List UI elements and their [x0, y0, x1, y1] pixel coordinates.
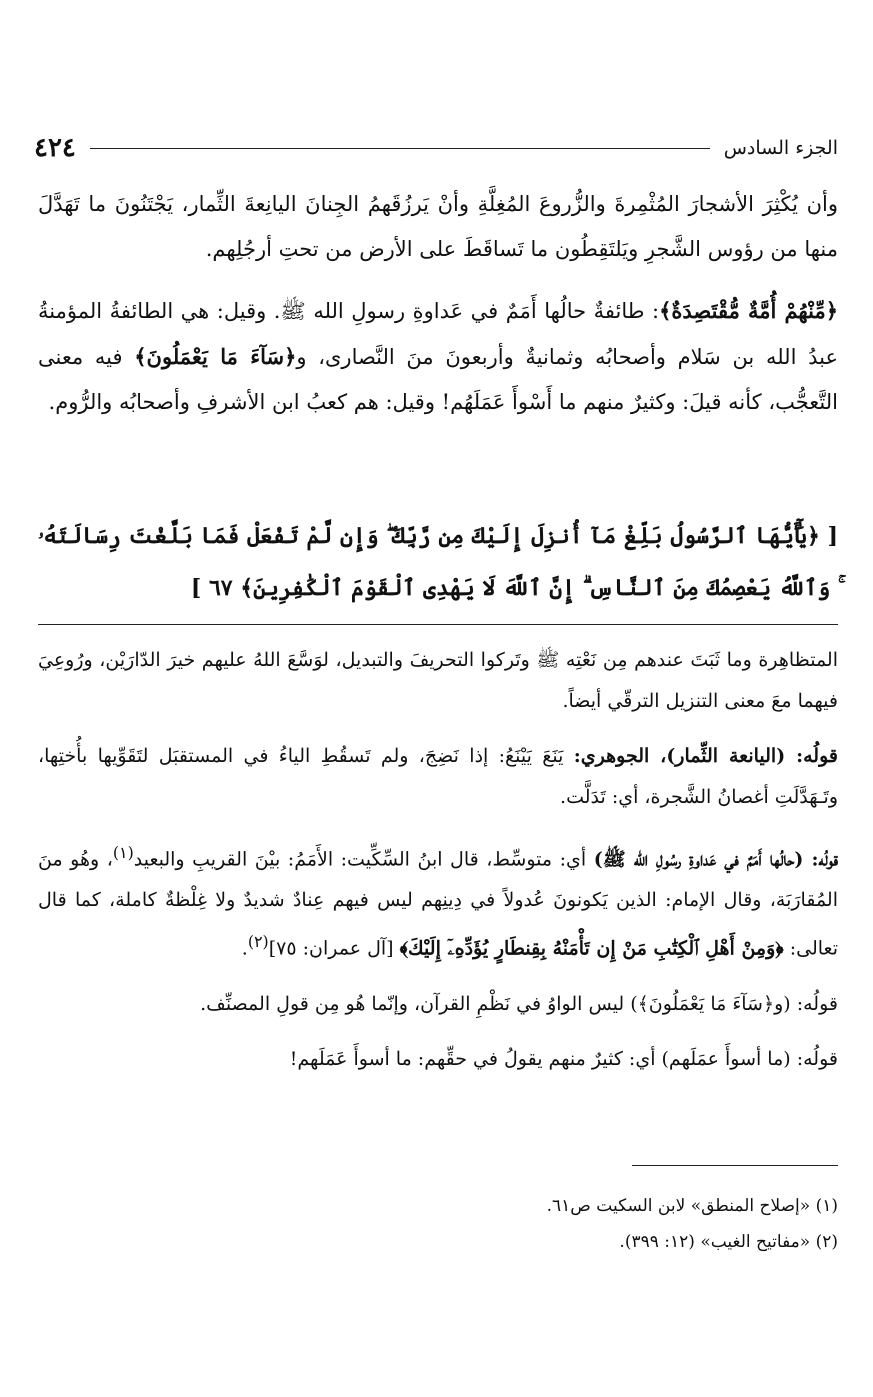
- sentence-end: .: [241, 937, 248, 960]
- commentary-paragraph-1: المتظاهِرة وما ثَبَتَ عندهم مِن نَعْتِه ﷺ وتَركوا التحريفَ والتبديل، لوَسَّعَ اللهُ عليهم خيرَ الدّارَيْن، ورُوعِيَ فيهما معَ معنى التنزيل الترقّي أيضاً.: [38, 649, 838, 712]
- paragraph-text: فيه معنى التَّعجُّب، كأنه قيلَ: وكثيرٌ منهم ما أَسْوأَ عَمَلَهُم! وقيل: هم كعبُ ابن الأشرفِ وأصحابُه والرُّوم.: [38, 345, 838, 414]
- main-paragraph-1: وأن يُكْثِرَ الأشجارَ المُثْمِرةَ والزُّروعَ المُغِلَّةِ وأنْ يَرزُقَهمُ الجِنانَ اليانِعةَ الثِّمار، يَجْتَنُونَ ما تَهَدَّلَ منها من رؤوس الشَّجرِ ويَلتَقِطُون ما تَساقَطَ على الأرض من تحتِ أرجُلِهم.: [38, 192, 838, 261]
- commentary-label: قولُه: (اليانعة الثِّمار)، الجوهري:: [573, 745, 838, 767]
- commentary-label: قولُه: (حالُها أَمَمٌ في عَداوةِ رسُولِ الله ﷺ): [593, 848, 838, 871]
- commentary-body: يَنَعَ يَيْنَعُ: إذا نَضِجَ، ولم تَسقُطِ الياءُ في المستقبَل لتَقَوِّيها بأُختِها، وتَـهَدَّلَتِ أغصانُ الشَّجرة، أي: تَدَلَّت.: [38, 745, 838, 808]
- commentary-text: [38, 640, 838, 1094]
- running-header: [34, 128, 838, 168]
- quran-quote: ﴿وَمِنْ أَهْلِ ٱلْكِتَٰبِ مَنْ إِن تَأْمَنْهُ بِقِنطَارٍ يُؤَدِّهِۦٓ إِلَيْكَ﴾: [399, 937, 784, 960]
- footnote-1: (١) «إصلاح المنطق» لابن السكيت ص٦١.: [546, 1196, 838, 1216]
- footnote-marker-1: (١): [112, 843, 134, 862]
- section-divider: [38, 624, 838, 625]
- footnote-2: (٢) «مفاتيح الغيب» (١٢: ٣٩٩).: [619, 1232, 838, 1252]
- part-title: الجزء السادس: [723, 137, 838, 159]
- quran-quote: ﴿سَآءَ مَا يَعْمَلُونَ﴾: [134, 344, 297, 369]
- footnotes: [38, 1188, 838, 1260]
- quran-quote: ﴿مِّنْهُمْ أُمَّةٌ مُّقْتَصِدَةٌ﴾: [659, 298, 839, 323]
- commentary-body: أي: متوسِّط، قال ابنُ السِّكِّيت: الأَمَمُ: بيْنَ القريبِ والبعيد: [133, 848, 594, 871]
- footnote-rule: [632, 1165, 838, 1166]
- main-text: [38, 182, 838, 441]
- commentary-paragraph-5: قولُه: (ما أسوأَ عمَلَهم) أي: كثيرٌ منهم يقولُ في حقِّهم: ما أسوأَ عَمَلَهم!: [289, 1047, 838, 1070]
- paragraph-text: : طائفةٌ حالُها أَمَمٌ في عَداوةِ رسولِ الله ﷺ. وقيل: هي الطائفةُ المؤمنةُ عبدُ الله بن سَلام وأصحابُه وثمانيةٌ وأربعونَ منَ النَّصارى، و: [38, 299, 838, 369]
- quran-verse-block: [ ﴿يَٰٓأَيُّهَا ٱلرَّسُولُ بَلِّغْ مَآ أُنزِلَ إِلَيْكَ مِن رَّبِّكَ ۖ وَإِن لَّمْ تَفْعَلْ فَمَا بَلَّغْتَ رِسَالَتَهُۥ ۚ وَٱللَّهُ يَعْصِمُكَ مِنَ ٱلنَّاسِ ۗ إِنَّ ٱللَّهَ لَا يَهْدِى ٱلْقَوْمَ ٱلْكَٰفِرِينَ﴾ ٦٧ ]: [38, 523, 838, 601]
- commentary-body: ، وهُو منَ المُقارَبَة، وقال الإمام: الذين يَكونونَ عُدولاً في دِينِهم ليس فيهم عِنادٌ شديدٌ ولا غِلْظةٌ كاملة، كما قال تعالى:: [38, 848, 838, 960]
- commentary-paragraph-4: قولُه: (و﴿سَآءَ مَا يَعْمَلُونَ﴾) ليس الواوُ في نَظْمِ القرآن، وإنّما هُو مِن قولِ المصنِّف.: [200, 992, 838, 1015]
- citation: [آل عمران: ٧٥]: [268, 937, 400, 960]
- commentary-paragraph-3: [38, 832, 838, 970]
- commentary-paragraph-2: [38, 736, 838, 818]
- footnote-marker-2: (٢): [247, 932, 269, 952]
- page-number: ٤٢٤: [34, 133, 76, 163]
- main-paragraph-2: [38, 288, 838, 425]
- header-rule: [90, 148, 710, 149]
